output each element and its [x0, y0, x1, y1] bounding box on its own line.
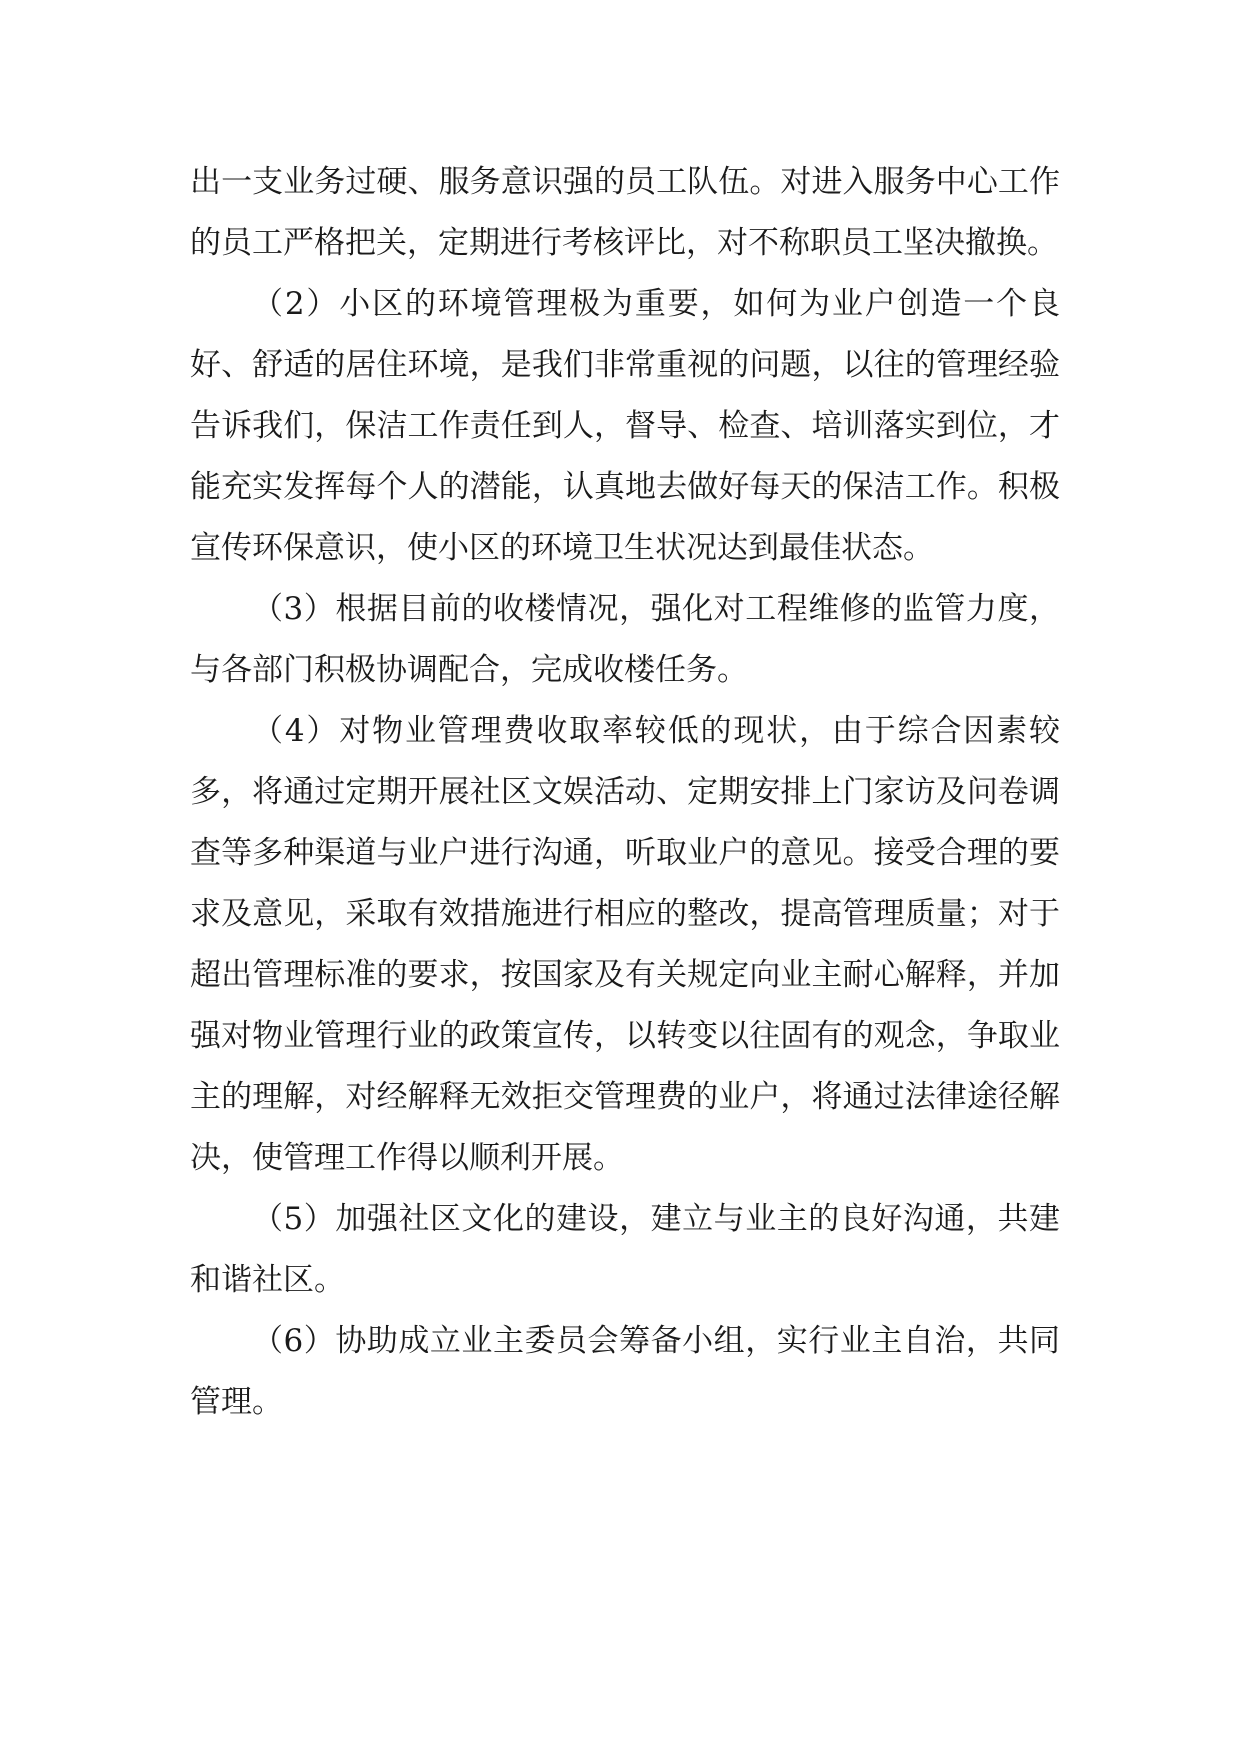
- paragraph-item-2: （2）小区的环境管理极为重要，如何为业户创造一个良好、舒适的居住环境，是我们非常重视的问题，以往的管理经验告诉我们，保洁工作责任到人，督导、检查、培训落实到位，才能充实发挥每个人的潜能，认真地去做好每天的保洁工作。积极宣传环保意识，使小区的环境卫生状况达到最佳状态。: [190, 286, 1060, 566]
- paragraph-continuation: 出一支业务过硬、服务意识强的员工队伍。对进入服务中心工作的员工严格把关，定期进行考核评比，对不称职员工坚决撤换。: [190, 164, 1060, 261]
- paragraph-item-6: （6）协助成立业主委员会筹备小组，实行业主自治，共同管理。: [190, 1323, 1060, 1420]
- paragraph-item-4: （4）对物业管理费收取率较低的现状，由于综合因素较多，将通过定期开展社区文娱活动、定期安排上门家访及问卷调查等多种渠道与业户进行沟通，听取业户的意见。接受合理的要求及意见，采取有效措施进行相应的整改，提高管理质量；对于超出管理标准的要求，按国家及有关规定向业主耐心解释，并加强对物业管理行业的政策宣传，以转变以往固有的观念，争取业主的理解，对经解释无效拒交管理费的业户，将通过法律途径解决，使管理工作得以顺利开展。: [190, 713, 1060, 1176]
- paragraph-item-5: （5）加强社区文化的建设，建立与业主的良好沟通，共建和谐社区。: [190, 1201, 1060, 1298]
- body-text: [190, 152, 1060, 1433]
- paragraph-item-3: （3）根据目前的收楼情况，强化对工程维修的监管力度，与各部门积极协调配合，完成收楼任务。: [190, 591, 1060, 688]
